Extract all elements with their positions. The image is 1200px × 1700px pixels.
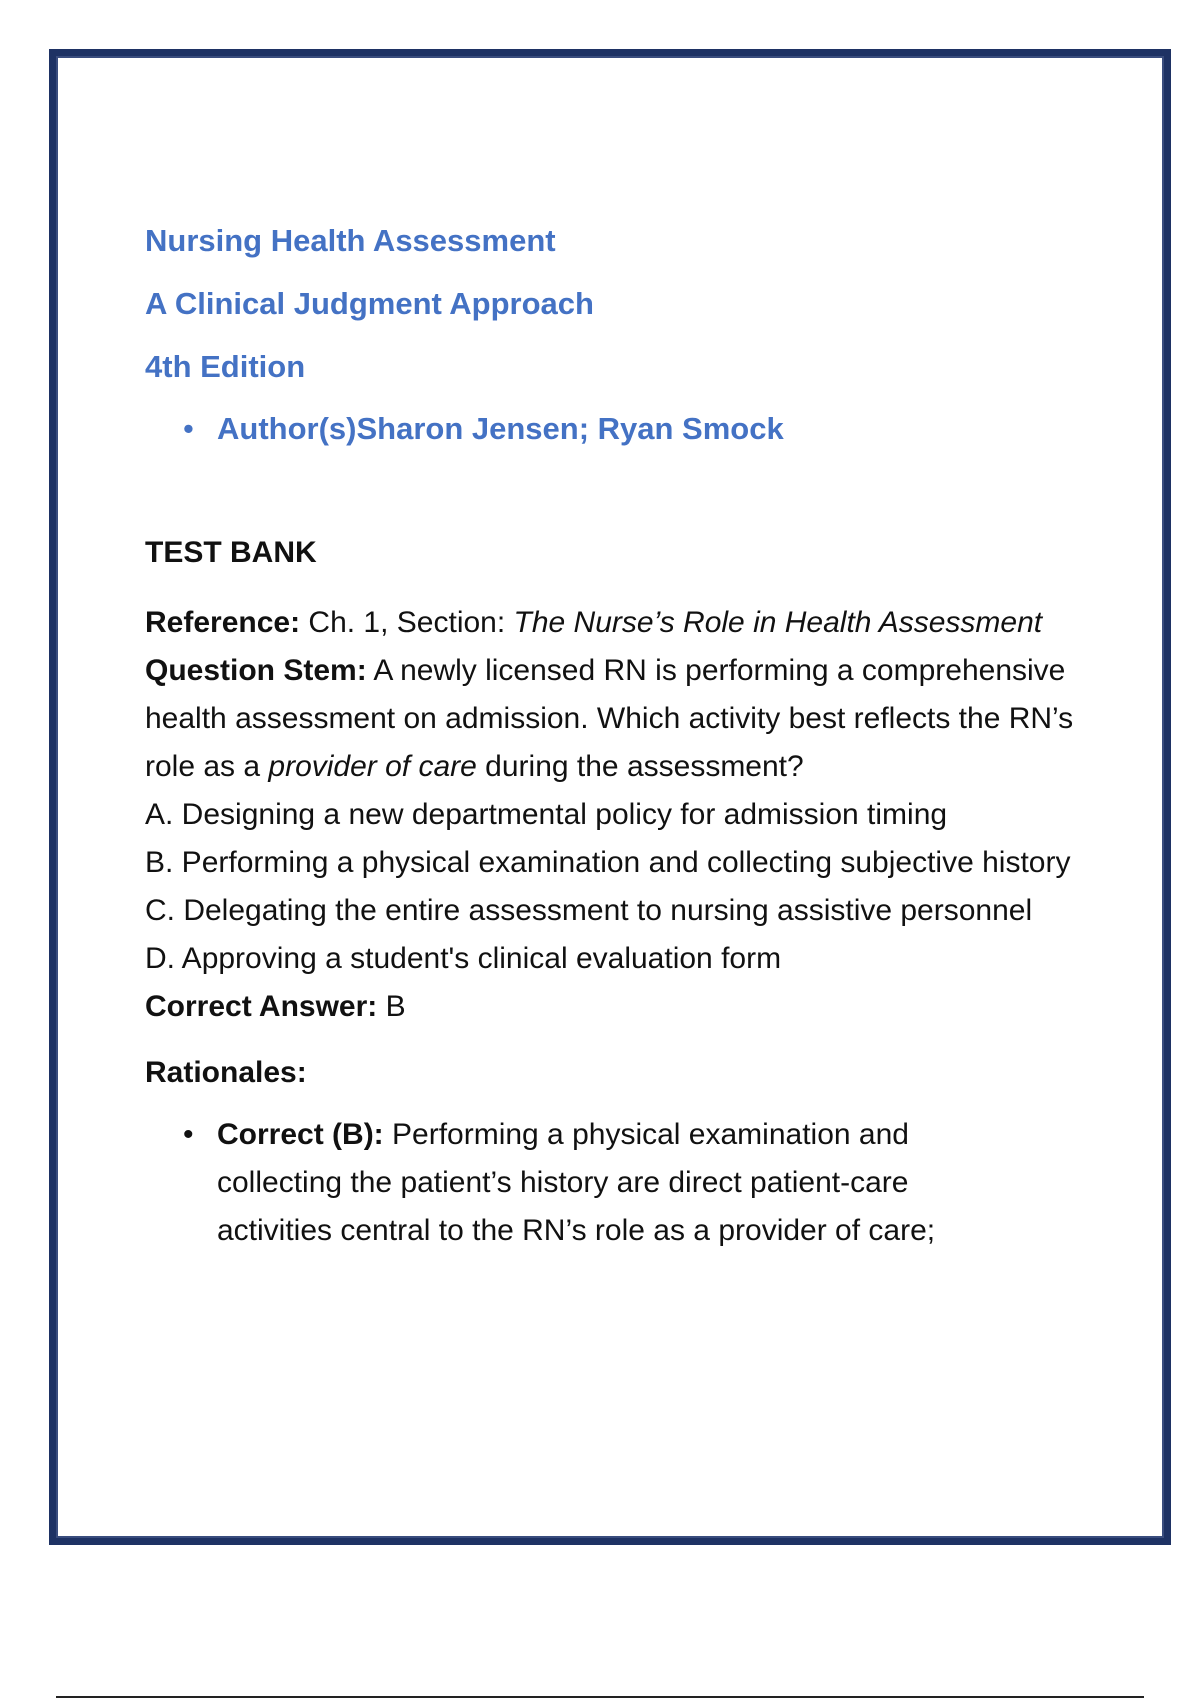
book-edition: 4th Edition: [145, 349, 306, 385]
question-stem: [145, 647, 1095, 791]
author-list: [145, 410, 1095, 447]
stem-text-2: during the assessment?: [476, 749, 804, 783]
correct-answer-line: [145, 983, 1095, 1031]
book-subtitle: A Clinical Judgment Approach: [145, 286, 594, 322]
footer-divider: [56, 1696, 1144, 1698]
option-d: D. Approving a student's clinical evaluation form: [145, 941, 782, 975]
reference-label: Reference:: [145, 605, 301, 639]
reference-prefix: Ch. 1, Section:: [300, 605, 514, 639]
rationale-text: Performing a physical examination and collecting the patient’s history are direct patient-care activities central to the RN’s role as a provider of care;: [217, 1117, 936, 1247]
reference-line: [145, 599, 1095, 647]
rationale-label: Correct (B):: [217, 1117, 384, 1151]
option-b: B. Performing a physical examination and collecting subjective history: [145, 845, 1071, 879]
stem-italic: provider of care: [268, 749, 477, 783]
option-c: C. Delegating the entire assessment to nursing assistive personnel: [145, 893, 1033, 927]
bullet-icon: •: [183, 1117, 194, 1151]
author-names: Author(s)Sharon Jensen; Ryan Smock: [217, 410, 784, 446]
stem-text-1: A newly licensed RN is performing a comprehensive health assessment on admission. Which activity best reflects the RN’s role as a: [145, 653, 1074, 783]
question-block: [145, 599, 1095, 1031]
bullet-icon: •: [183, 410, 194, 446]
author-item: [145, 410, 1095, 447]
book-title: Nursing Health Assessment: [145, 223, 556, 258]
document-content: [145, 222, 1095, 1255]
rationale-item: [145, 1111, 1017, 1255]
answer-label: Correct Answer:: [145, 989, 378, 1023]
answer-value: B: [377, 989, 406, 1023]
reference-section: The Nurse’s Role in Health Assessment: [513, 605, 1043, 639]
rationales-heading: Rationales:: [145, 1055, 307, 1089]
stem-label: Question Stem:: [145, 653, 367, 687]
section-heading-test-bank: TEST BANK: [145, 535, 317, 569]
rationale-list: [145, 1111, 1095, 1255]
option-a: A. Designing a new departmental policy for admission timing: [145, 797, 948, 831]
